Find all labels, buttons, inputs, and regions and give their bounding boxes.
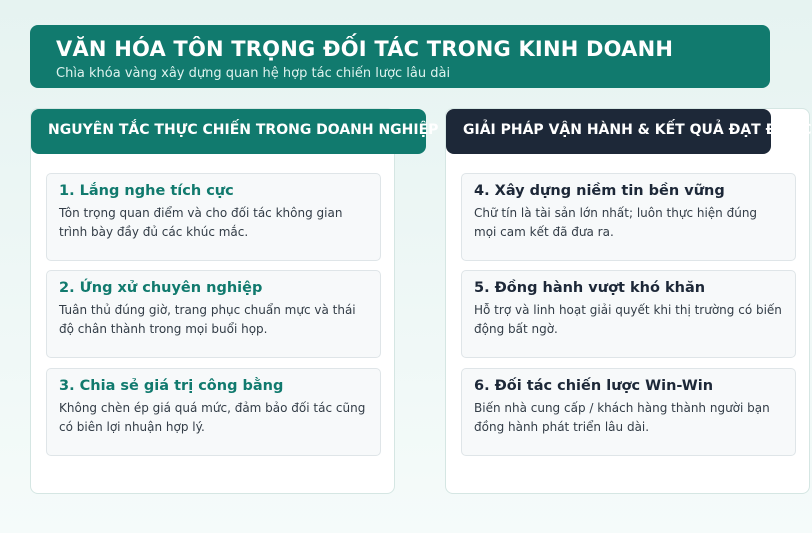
card-description: Chữ tín là tài sản lớn nhất; luôn thực hiện đúng mọi cam kết đã đưa ra. <box>474 206 758 239</box>
card-description: Tuân thủ đúng giờ, trang phục chuẩn mực và thái độ chân thành trong mọi buổi họp. <box>59 303 356 336</box>
solution-card-5 <box>461 270 796 358</box>
card-title: 5. Đồng hành vượt khó khăn <box>474 280 706 296</box>
solution-card-4 <box>461 173 796 261</box>
page-title: VĂN HÓA TÔN TRỌNG ĐỐI TÁC TRONG KINH DOANH <box>56 37 674 61</box>
card-title: 1. Lắng nghe tích cực <box>59 183 234 199</box>
page-subtitle: Chìa khóa vàng xây dựng quan hệ hợp tác chiến lược lâu dài <box>56 66 451 81</box>
principle-card-1 <box>46 173 381 261</box>
solution-card-6 <box>461 368 796 456</box>
card-title: 3. Chia sẻ giá trị công bằng <box>59 378 284 394</box>
solutions-panel-heading: GIẢI PHÁP VẬN HÀNH & KẾT QUẢ ĐẠT ĐƯỢC <box>446 109 771 154</box>
page-header <box>30 25 770 88</box>
card-title: 6. Đối tác chiến lược Win-Win <box>474 378 714 394</box>
card-description: Tôn trọng quan điểm và cho đối tác không gian trình bày đầy đủ các khúc mắc. <box>59 206 343 239</box>
principle-card-2 <box>46 270 381 358</box>
principles-panel-heading: NGUYÊN TẮC THỰC CHIẾN TRONG DOANH NGHIỆP <box>31 109 426 154</box>
principles-panel <box>30 108 439 494</box>
solutions-panel <box>445 108 810 494</box>
principle-card-3 <box>46 368 381 456</box>
card-title: 2. Ứng xử chuyên nghiệp <box>59 280 263 296</box>
card-description: Không chèn ép giá quá mức, đảm bảo đối tác cũng có biên lợi nhuận hợp lý. <box>59 401 366 434</box>
card-description: Hỗ trợ và linh hoạt giải quyết khi thị trường có biến động bất ngờ. <box>474 303 782 336</box>
card-description: Biến nhà cung cấp / khách hàng thành người bạn đồng hành phát triển lâu dài. <box>474 401 770 434</box>
card-title: 4. Xây dựng niềm tin bền vững <box>474 183 725 199</box>
